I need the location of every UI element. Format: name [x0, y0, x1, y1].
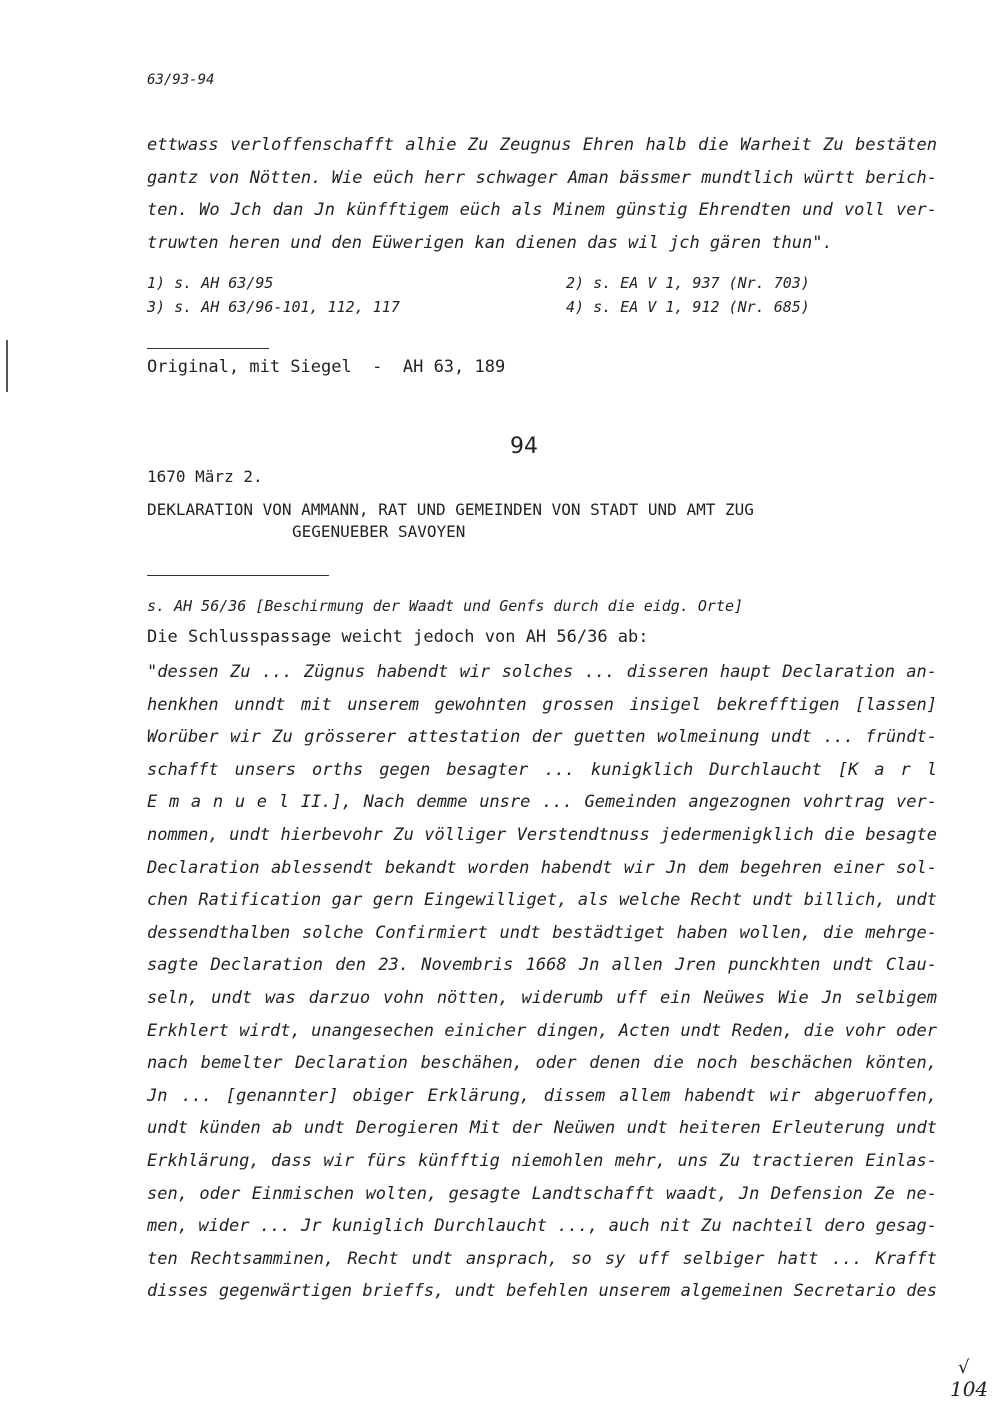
scan-margin-mark: [6, 340, 8, 392]
document-number: 94: [510, 434, 538, 459]
handwritten-check-mark: √: [958, 1357, 970, 1378]
text-line: dessendthalben solche Confirmiert undt bestädtiget haben wollen, die mehrge-: [147, 922, 937, 943]
text-line: sagte Declaration den 23. Novembris 1668 Jn allen Jren punckhten undt Clau-: [147, 955, 937, 976]
text-line: chen Ratification gar gern Eingewilliget, als welche Recht undt billich, undt: [147, 890, 937, 911]
text-line: undt künden ab undt Derogieren Mit der Neüwen undt heiteren Erleuterung undt: [147, 1118, 937, 1139]
text-line: schafft unsers orths gegen besagter ... kunigklich Durchlaucht [K a r l: [147, 759, 937, 780]
source-note: Original, mit Siegel - AH 63, 189: [147, 357, 506, 377]
footnote-4: 4) s. EA V 1, 912 (Nr. 685): [566, 298, 810, 316]
text-line: ten Rechtsamminen, Recht undt ansprach, so sy uff selbiger hatt ... Krafft: [147, 1248, 937, 1269]
page-reference: 63/93-94: [147, 72, 215, 88]
text-line: henkhen unndt mit unserem gewohnten grossen insigel bekrefftigen [lassen]: [147, 694, 937, 715]
text-line: Jn ... [genannter] obiger Erklärung, dissem allem habendt wir abgeruoffen,: [147, 1085, 937, 1106]
intro-sentence: Die Schlusspassage weicht jedoch von AH 56/36 ab:: [147, 627, 649, 647]
text-line: ettwass verloffenschafft alhie Zu Zeugnus Ehren halb die Warheit Zu bestäten: [147, 135, 937, 155]
footnote-2: 2) s. EA V 1, 937 (Nr. 703): [566, 274, 810, 292]
text-line: disses gegenwärtigen brieffs, undt befehlen unserem algemeinen Secretario des: [147, 1281, 937, 1302]
text-line: gantz von Nötten. Wie eüch herr schwager Aman bässmer mundtlich württ berich-: [147, 167, 937, 188]
text-line: Declaration ablessendt bekandt worden habendt wir Jn dem begehren einer sol-: [147, 857, 937, 878]
letter-excerpt: [147, 129, 937, 259]
text-line: Erkhlärung, dass wir fürs künfftig niemohlen mehr, uns Zu tractieren Einlas-: [147, 1150, 937, 1171]
divider-rule: [147, 348, 269, 349]
divider-rule: [147, 575, 329, 576]
text-line: ten. Wo Jch dan Jn künfftigem eüch als Minem günstig Ehrendten und voll ver-: [147, 200, 937, 221]
text-line: men, wider ... Jr kuniglich Durchlaucht ..., auch nit Zu nachteil dero gesag-: [147, 1216, 937, 1237]
document-date: 1670 März 2.: [147, 467, 263, 486]
footnote-3: 3) s. AH 63/96-101, 112, 117: [147, 298, 400, 316]
text-line: "dessen Zu ... Zügnus habendt wir solches ... disseren haupt Declaration an-: [147, 662, 937, 682]
document-title-line-1: DEKLARATION VON AMMANN, RAT UND GEMEINDEN VON STADT UND AMT ZUG: [147, 500, 754, 519]
text-line: Erkhlert wirdt, unangesechen einicher dingen, Acten undt Reden, die vohr oder: [147, 1020, 937, 1041]
text-line: nommen, undt hierbevohr Zu völliger Verstendtnuss jedermenigklich die besagte: [147, 824, 937, 845]
text-line: seln, undt was darzuo vohn nötten, widerumb uff ein Neüwes Wie Jn selbigem: [147, 987, 937, 1008]
text-line: Worüber wir Zu grösserer attestation der guetten wolmeinung undt ... fründt-: [147, 727, 937, 748]
cross-reference: s. AH 56/36 [Beschirmung der Waadt und Genfs durch die eidg. Orte]: [147, 597, 744, 615]
handwritten-page-number: 104: [950, 1377, 989, 1401]
text-line: nach bemelter Declaration beschähen, oder denen die noch beschächen könten,: [147, 1053, 937, 1074]
footnote-1: 1) s. AH 63/95: [147, 274, 274, 292]
quoted-passage: [147, 656, 937, 1308]
text-line: sen, oder Einmischen wolten, gesagte Landtschafft waadt, Jn Defension Ze ne-: [147, 1183, 937, 1204]
text-line: E m a n u e l II.], Nach demme unsre ... Gemeinden angezognen vohrtrag ver-: [147, 792, 937, 813]
text-line: truwten heren und den Eüwerigen kan dienen das wil jch gären thun".: [147, 232, 833, 253]
document-title-line-2: GEGENUEBER SAVOYEN: [292, 522, 466, 541]
